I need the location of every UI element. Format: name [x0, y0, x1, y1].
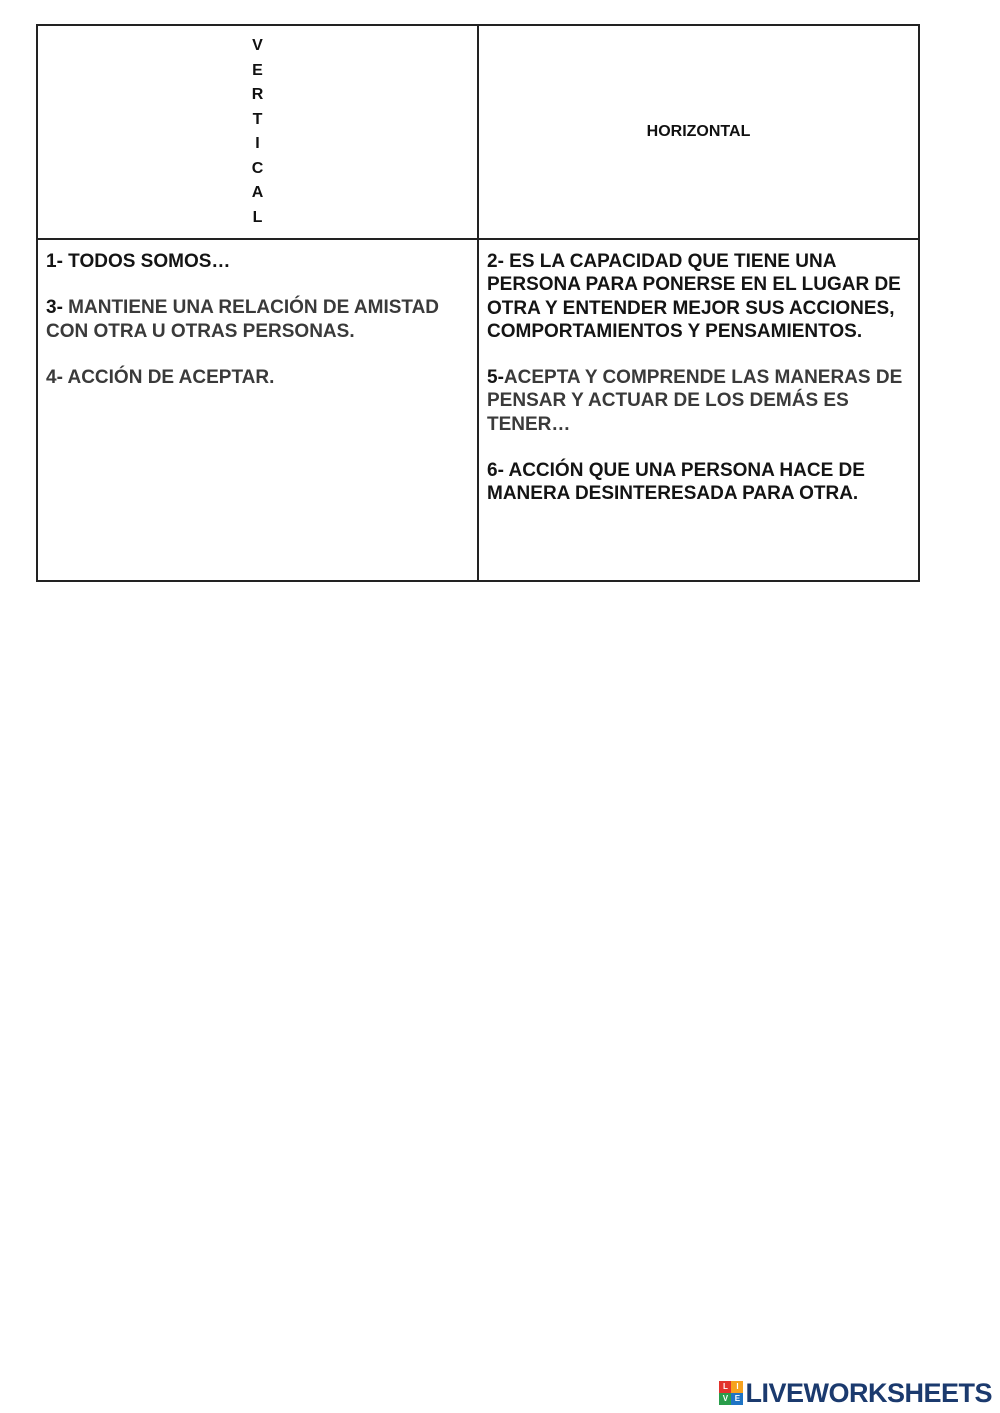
vertical-clue-1 [46, 250, 469, 273]
horizontal-clue-6 [487, 459, 910, 506]
clue-number: 2- [487, 251, 504, 272]
clue-text: ACCIÓN QUE UNA PERSONA HACE DE MANERA DESINTERESADA PARA OTRA. [487, 460, 865, 505]
vertical-clue-4 [46, 366, 469, 389]
vertical-letter: T [252, 110, 263, 128]
liveworksheets-logo [719, 1377, 992, 1409]
vertical-letter: R [251, 86, 264, 103]
horizontal-clue-2 [487, 250, 910, 343]
clue-text: ACEPTA Y COMPRENDE LAS MANERAS DE PENSAR Y ACTUAR DE LOS DEMÁS ES TENER… [487, 367, 903, 435]
vertical-letter: L [252, 208, 263, 226]
clue-number: 3- [46, 297, 63, 319]
clue-text: MANTIENE UNA RELACIÓN DE AMISTAD CON OTRA U OTRAS PERSONAS. [46, 297, 440, 342]
vertical-clue-3 [46, 296, 469, 343]
logo-mark-letter: I [731, 1381, 743, 1393]
vertical-clues-cell [37, 239, 478, 581]
clue-text: TODOS SOMOS… [62, 251, 231, 272]
logo-mark-letter: V [719, 1393, 731, 1405]
clue-number: 1- [46, 251, 63, 272]
clues-row [37, 239, 919, 581]
vertical-header-letters [38, 34, 477, 230]
clue-number: 6- [487, 460, 504, 482]
vertical-letter: E [252, 61, 263, 79]
vertical-letter: I [255, 135, 260, 152]
clue-number: 4- [46, 366, 63, 388]
clue-text: ACCIÓN DE ACEPTAR. [62, 366, 275, 388]
logo-mark-letter: E [731, 1393, 743, 1405]
horizontal-clues-cell [478, 239, 919, 581]
vertical-letter: V [252, 37, 263, 54]
horizontal-header-cell [478, 25, 919, 239]
vertical-header-cell [37, 25, 478, 239]
clue-text: ES LA CAPACIDAD QUE TIENE UNA PERSONA PARA PONERSE EN EL LUGAR DE OTRA Y ENTENDER MEJOR SUS ACCIONES, COMPORTAMIENTOS Y PENSAMIENTOS. [487, 251, 901, 342]
horizontal-header-label: HORIZONTAL [646, 123, 751, 140]
vertical-letter: C [251, 159, 264, 177]
crossword-clue-table [36, 24, 920, 582]
logo-text: LIVEWORKSHEETS [745, 1377, 992, 1408]
logo-mark-letter: L [719, 1381, 731, 1393]
liveworksheets-logo-icon [719, 1381, 743, 1405]
vertical-letter: A [251, 184, 264, 201]
header-row [37, 25, 919, 239]
horizontal-clue-5 [487, 366, 910, 436]
clue-number: 5- [487, 367, 504, 389]
